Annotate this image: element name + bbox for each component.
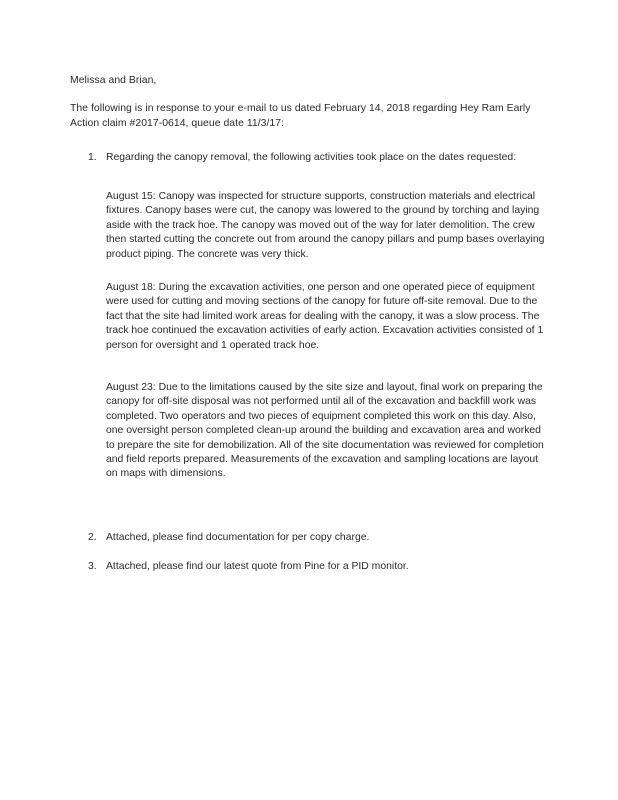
august-15-paragraph: August 15: Canopy was inspected for structure supports, construction materials and electrical fixtures. Canopy bases were cut, the canopy was lowered to the ground by torching and laying aside with the track hoe. The canopy was moved out of the way for later demolition. The crew then started cutting the concrete out from around the canopy pillars and pump bases overlaying product piping. The concrete was very thick. bbox=[106, 191, 545, 260]
list-item-text: Regarding the canopy removal, the following activities took place on the dates requested: bbox=[106, 152, 517, 163]
list-item-text: Attached, please find our latest quote from Pine for a PID monitor. bbox=[106, 561, 409, 572]
august-18-paragraph: August 18: During the excavation activities, one person and one operated piece of equipment were used for cutting and moving sections of the canopy for future off-site removal. Due to the fact that the site had limited work areas for dealing with the canopy, it was a slow process. The track hoe continued the excavation activities of early action. Excavation activities consisted of 1 person for oversight and 1 operated track hoe. bbox=[106, 282, 544, 351]
list-item-number: 3. bbox=[88, 561, 97, 572]
list-item-number: 1. bbox=[88, 152, 97, 163]
list-item-number: 2. bbox=[88, 532, 97, 543]
intro-paragraph: The following is in response to your e-mail to us dated February 14, 2018 regarding Hey Ram Early Action claim #2017-0614, queue date 11/3/17: bbox=[70, 103, 531, 129]
salutation: Melissa and Brian, bbox=[70, 75, 157, 86]
august-23-paragraph: August 23: Due to the limitations caused by the site size and layout, final work on preparing the canopy for off-site disposal was not performed until all of the excavation and backfill work was completed. Two operators and two pieces of equipment completed this work on this day. Also, one oversight person completed clean-up around the building and excavation area and worked to prepare the site for demobilization. All of the site documentation was reviewed for completion and field reports prepared. Measurements of the excavation and sampling locations are layout on maps with dimensions. bbox=[106, 382, 544, 480]
list-item-text: Attached, please find documentation for per copy charge. bbox=[106, 532, 370, 543]
